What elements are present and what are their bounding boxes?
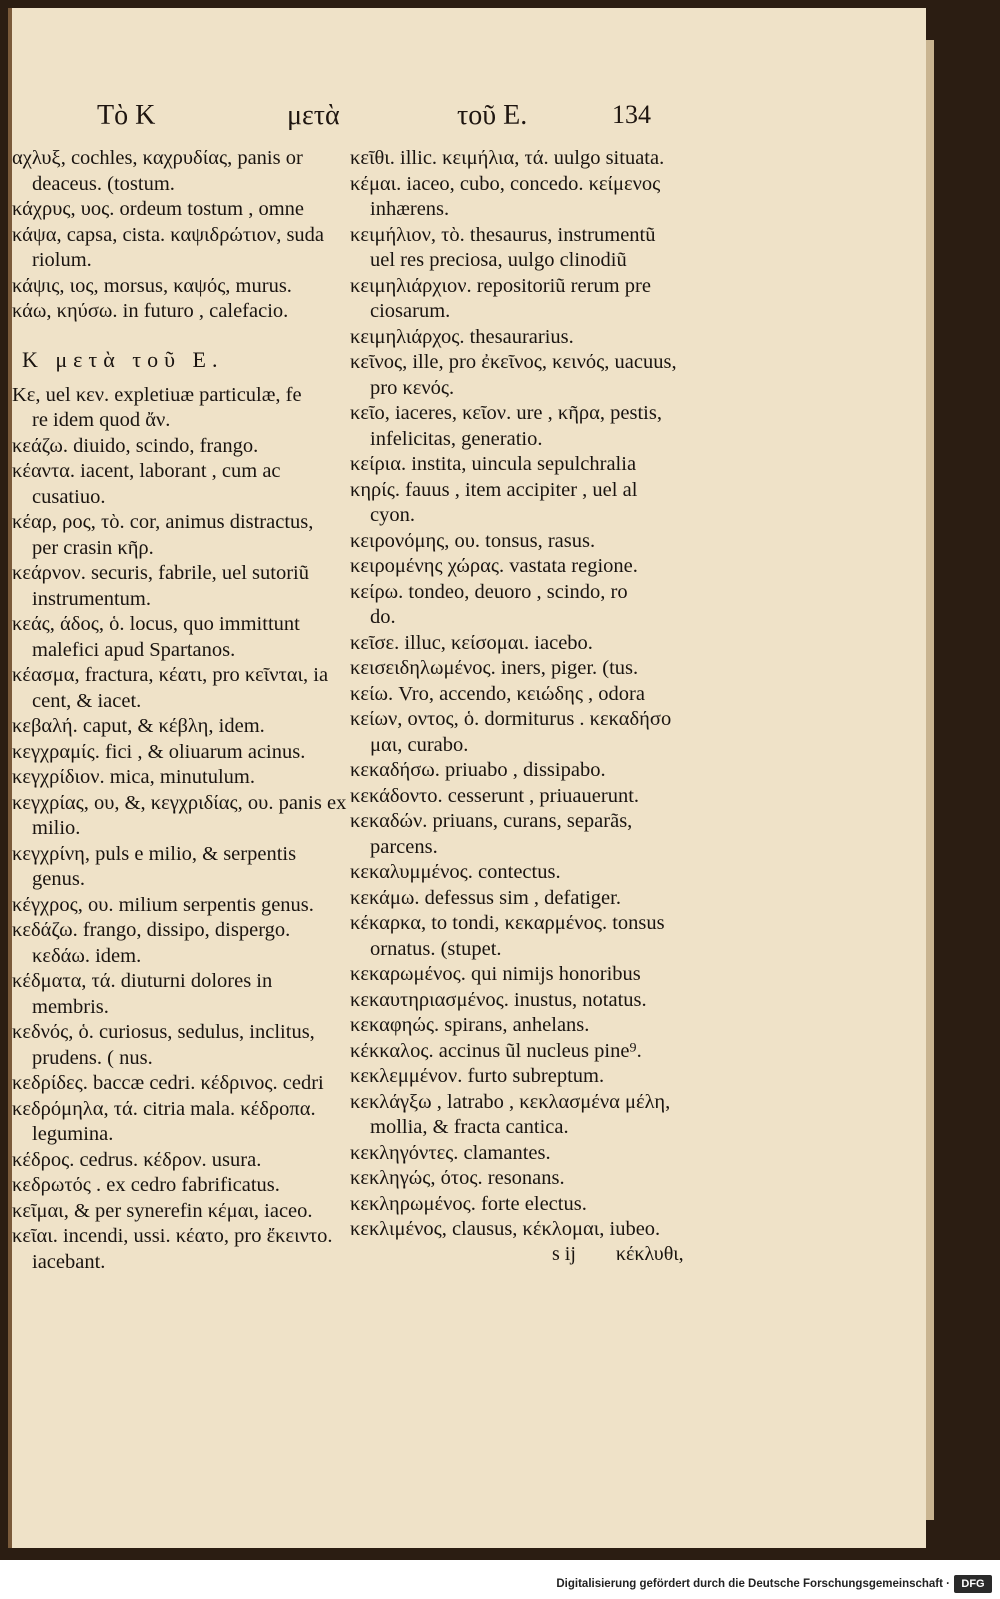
dictionary-entry: κεγχρίδιον. mica, minutulum. <box>12 766 255 788</box>
dictionary-entry: κεγχρίας, ου, &, κεγχριδίας, ου. panis ex <box>12 791 347 814</box>
page-number: 134 <box>612 100 651 129</box>
dictionary-entry: κεκάδοντο. cesserunt , priuauerunt. <box>350 784 640 807</box>
dictionary-entry: κεῖσε. illuc, κείσομαι. iacebo. <box>350 631 593 654</box>
dictionary-entry: Κε, uel κεν. expletiuæ particulæ, fe <box>12 383 302 406</box>
dictionary-entry: κεδρωτός . ex cedro fabrificatus. <box>12 1174 280 1196</box>
dictionary-entry: per crasin κῆρ. <box>32 536 154 559</box>
dictionary-entry: κείρια. instita, uincula sepulchralia <box>350 453 637 475</box>
dictionary-entry: κεκλιμένος, clausus, κέκλομαι, iubeo. <box>350 1218 661 1240</box>
dictionary-entry: κεδάζω. frango, dissipo, dispergo. <box>12 919 291 941</box>
dictionary-entry: κεισειδηλωμένος. iners, piger. (tus. <box>350 657 639 679</box>
header-left: Τὸ Κ <box>97 100 156 131</box>
dictionary-entry: κεῖο, iaceres, κεῖον. ure , κῆρα, pestis, <box>350 402 662 424</box>
dfg-logo-icon: DFG <box>954 1575 992 1593</box>
dictionary-entry: uel res preciosa, uulgo clinodiũ <box>370 249 627 271</box>
dictionary-entry: κάχρυς, υος. ordeum tostum , omne <box>12 198 304 220</box>
dictionary-entry: κεδρόμηλα, τά. citria mala. κέδροπα. <box>12 1097 316 1120</box>
running-header <box>97 100 897 140</box>
dictionary-entry: κέδματα, τά. diuturni dolores in <box>12 970 273 992</box>
dictionary-entry: κέμαι. iaceo, cubo, concedo. κείμενος <box>350 172 661 195</box>
section-heading: Κ μετὰ τοῦ Ε. <box>22 346 224 372</box>
dictionary-entry: κεκαδών. priuans, curans, separãs, <box>350 810 633 832</box>
dictionary-entry: infelicitas, generatio. <box>370 427 543 450</box>
dictionary-entry: κεγχρίνη, puls e milio, & serpentis <box>12 842 297 865</box>
dictionary-entry: ornatus. (stupet. <box>370 937 502 960</box>
dictionary-entry: κεκαφηώς. spirans, anhelans. <box>350 1014 590 1036</box>
signature-mark: s ij <box>552 1243 576 1265</box>
dictionary-entry: parcens. <box>370 835 438 858</box>
dictionary-entry: riolum. <box>32 249 92 271</box>
dictionary-entry: κέαντα. iacent, laborant , cum ac <box>12 460 281 482</box>
signature-line <box>552 1243 684 1266</box>
dictionary-entry: κεάζω. diuido, scindo, frango. <box>12 434 259 457</box>
dictionary-entry: κέκαρκα, to tondi, κεκαρμένος. tonsus <box>350 912 665 934</box>
dictionary-entry: ciosarum. <box>370 300 451 322</box>
catchword: κέκλυθι, <box>615 1243 684 1265</box>
dictionary-entry: κειμηλιάρχος. thesaurarius. <box>350 325 574 348</box>
dictionary-entry: κεκληρωμένος. forte electus. <box>350 1192 587 1215</box>
dictionary-entry: inhærens. <box>370 198 450 220</box>
dictionary-entry: κειμήλιον, τὸ. thesaurus, instrumentũ <box>350 223 656 246</box>
dictionary-entry: κεῖαι. incendi, ussi. κέατο, pro ἔκειντο. <box>12 1225 333 1247</box>
dictionary-entry: κεγχραμίς. fici , & oliuarum acinus. <box>12 740 306 763</box>
dictionary-entry: κεῖθι. illic. κειμήλια, τά. uulgo situata. <box>350 147 665 169</box>
dictionary-entry: legumina. <box>32 1123 114 1145</box>
dictionary-entry: cent, & iacet. <box>32 689 142 712</box>
dictionary-entry: κεῖμαι, & per synerefin κέμαι, iaceo. <box>12 1199 313 1222</box>
dictionary-entry: κέαρ, ρος, τὸ. cor, animus distractus, <box>12 511 314 533</box>
dictionary-entry: κεῖνος, ille, pro ἐκεῖνος, κεινός, uacuus, <box>350 351 677 373</box>
dictionary-entry: membris. <box>32 995 109 1018</box>
dictionary-entry: deaceus. (tostum. <box>32 172 175 195</box>
dictionary-entry: κέασμα, fractura, κέατι, pro κεῖνται, ia <box>12 664 329 686</box>
dictionary-entry: mollia, & fracta cantica. <box>370 1116 569 1138</box>
dictionary-entry: αχλυξ, cochles, καχρυδίας, panis or <box>12 147 303 169</box>
dictionary-entry: re idem quod ἄν. <box>32 409 171 431</box>
left-column <box>12 146 347 1275</box>
dictionary-entry: κεκαυτηριασμένος. inustus, notatus. <box>350 988 647 1011</box>
dictionary-entry: κέκκαλος. accinus ũl nucleus pine⁹. <box>350 1039 642 1062</box>
left-entries <box>12 383 347 1276</box>
dictionary-entry: cyon. <box>370 504 415 526</box>
page-edge <box>926 40 934 1520</box>
dictionary-entry: prudens. ( nus. <box>32 1046 153 1069</box>
dictionary-entry: κεβαλή. caput, & κέβλη, idem. <box>12 715 265 737</box>
dictionary-entry: κεάς, άδος, ὁ. locus, quo immittunt <box>12 613 300 635</box>
dictionary-entry: κέγχρος, ου. milium serpentis genus. <box>12 893 314 916</box>
dictionary-entry: genus. <box>32 868 85 890</box>
dictionary-entry: κεδάω. idem. <box>32 944 142 967</box>
dictionary-entry: malefici apud Spartanos. <box>32 638 236 661</box>
header-right: τοῦ Ε. <box>457 100 528 131</box>
header-center: μετὰ <box>287 100 340 131</box>
dictionary-entry: κάω, κηύσω. in futuro , calefacio. <box>12 300 289 322</box>
dictionary-entry: κείων, οντος, ὁ. dormiturus . κεκαδήσο <box>350 708 672 730</box>
dictionary-entry: κεκαρωμένος. qui nimijs honoribus <box>350 963 641 985</box>
dictionary-entry: κειρονόμης, ου. tonsus, rasus. <box>350 529 596 552</box>
book-page <box>8 8 926 1548</box>
dictionary-entry: κεκλεμμένον. furto subreptum. <box>350 1065 605 1087</box>
dictionary-entry: κεκληγόντες. clamantes. <box>350 1141 551 1164</box>
dictionary-entry: κειμηλιάρχιον. repositoriũ rerum pre <box>350 274 651 297</box>
left-entries-top <box>12 146 347 325</box>
dictionary-entry: κεκληγώς, ότος. resonans. <box>350 1167 565 1189</box>
dictionary-entry: κεκαλυμμένος. contectus. <box>350 861 561 883</box>
dictionary-entry: κεκάμω. defessus sim , defatiger. <box>350 886 621 909</box>
dictionary-entry: κείρω. tondeo, deuoro , scindo, ro <box>350 580 628 603</box>
dictionary-entry: milio. <box>32 817 81 839</box>
dictionary-entry: instrumentum. <box>32 587 152 610</box>
footer-credit: Digitalisierung gefördert durch die Deutsche Forschungsgemeinschaft · <box>556 1578 950 1590</box>
dictionary-entry: pro κενός. <box>370 376 455 399</box>
dictionary-entry: cusatiuo. <box>32 485 106 508</box>
footer-bar <box>0 1560 1000 1599</box>
dictionary-entry: iacebant. <box>32 1250 106 1273</box>
dictionary-entry: κάψις, ιος, morsus, καψός, murus. <box>12 274 292 297</box>
dictionary-entry: κεκλάγξω , latrabo , κεκλασμένα μέλη, <box>350 1090 671 1113</box>
dictionary-entry: κάψα, capsa, cista. καψιδρώτιον, suda <box>12 223 325 246</box>
dictionary-entry: κέδρος. cedrus. κέδρον. usura. <box>12 1148 262 1171</box>
dictionary-entry: κεάρνον. securis, fabrile, uel sutoriũ <box>12 562 309 584</box>
dictionary-entry: κείω. Vro, accendo, κειώδης , odora <box>350 682 645 705</box>
dictionary-entry: κεδρίδες. baccæ cedri. κέδρινος. cedri <box>12 1072 324 1094</box>
right-entries <box>350 146 690 1243</box>
dictionary-entry: μαι, curabo. <box>370 733 469 756</box>
dictionary-entry: do. <box>370 606 396 628</box>
dictionary-entry: κεκαδήσω. priuabo , dissipabo. <box>350 759 606 781</box>
dictionary-entry: κειρομένης χώρας. vastata regione. <box>350 555 638 577</box>
dictionary-entry: κεδνός, ὁ. curiosus, sedulus, inclitus, <box>12 1021 315 1043</box>
dictionary-entry: κηρίς. fauus , item accipiter , uel al <box>350 478 638 501</box>
right-column <box>350 146 690 1243</box>
